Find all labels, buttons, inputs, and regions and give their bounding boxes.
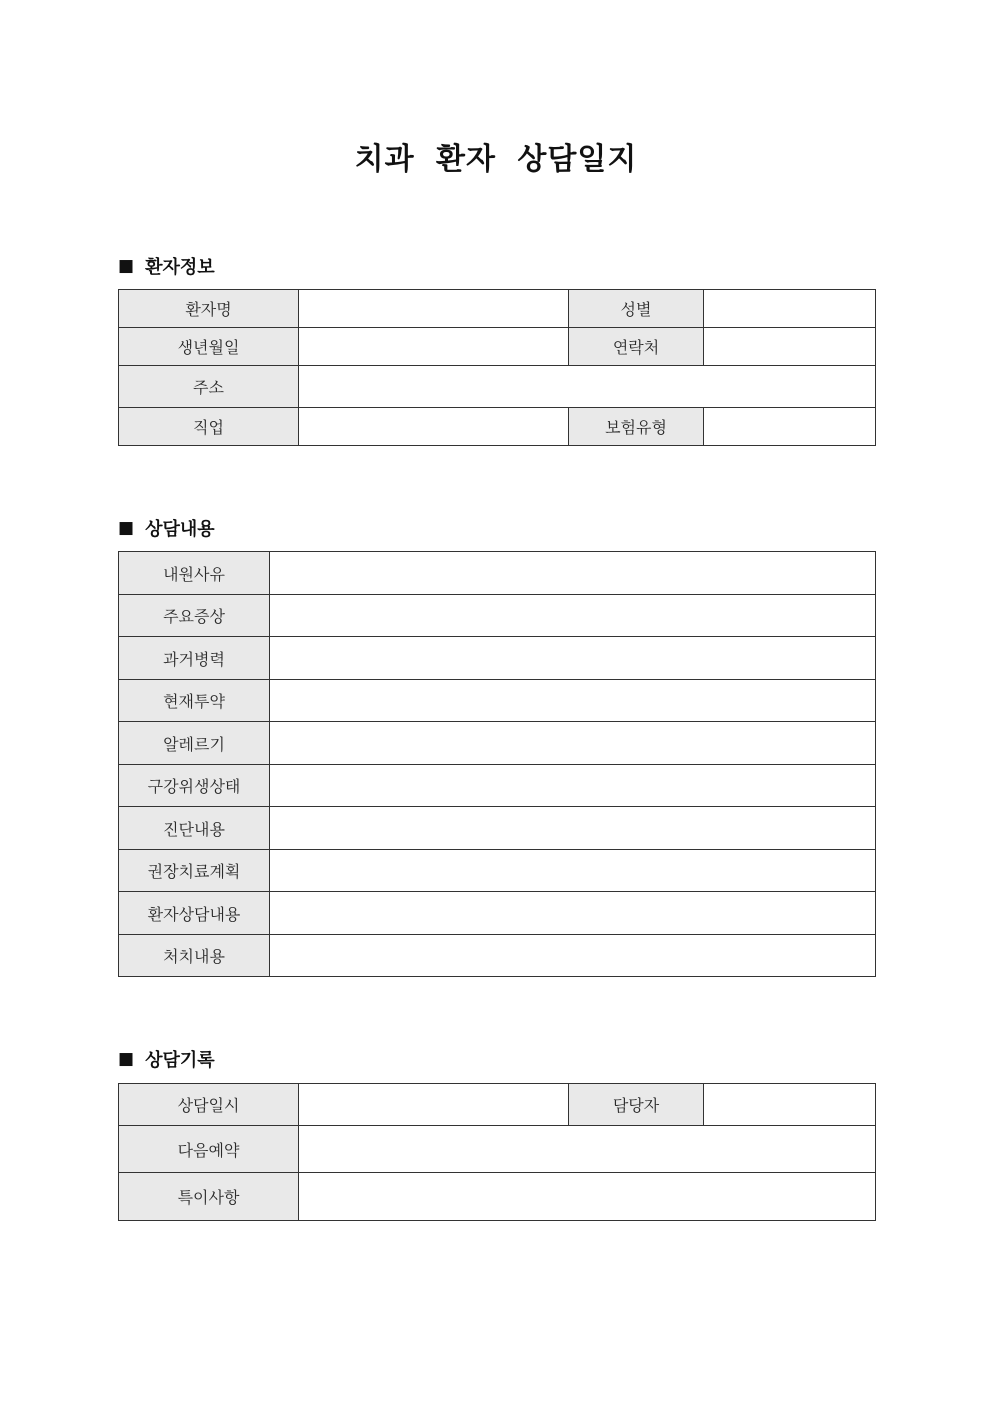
- consult-datetime-field[interactable]: [299, 1084, 569, 1126]
- address-label: 주소: [119, 366, 299, 408]
- insurance-type-field[interactable]: [704, 408, 876, 446]
- patient-consultation-label: 환자상담내용: [119, 892, 270, 935]
- treatment-plan-field[interactable]: [270, 850, 876, 892]
- section-title-patient-info: 환자정보: [145, 257, 215, 278]
- current-medication-field[interactable]: [270, 680, 876, 722]
- table-row: [119, 935, 876, 977]
- birth-date-field[interactable]: [299, 328, 569, 366]
- square-bullet-icon: ■: [118, 1049, 135, 1069]
- visit-reason-label: 내원사유: [119, 552, 270, 595]
- page-title: 치과 환자 상담일지: [354, 142, 638, 177]
- medical-history-label: 과거병력: [119, 637, 270, 680]
- oral-hygiene-field[interactable]: [270, 765, 876, 807]
- job-label: 직업: [119, 408, 299, 446]
- contact-field[interactable]: [704, 328, 876, 366]
- record-table: [118, 1083, 876, 1221]
- table-row: [119, 366, 876, 408]
- table-row: [119, 892, 876, 935]
- table-row: [119, 1173, 876, 1221]
- patient-consultation-field[interactable]: [270, 892, 876, 935]
- procedure-field[interactable]: [270, 935, 876, 977]
- diagnosis-field[interactable]: [270, 807, 876, 850]
- section-heading-patient-info: [118, 253, 215, 279]
- current-medication-label: 현재투약: [119, 680, 270, 722]
- patient-info-table: [118, 289, 876, 446]
- consult-datetime-label: 상담일시: [119, 1084, 299, 1126]
- diagnosis-label: 진단내용: [119, 807, 270, 850]
- consultation-table: [118, 551, 876, 977]
- insurance-type-label: 보험유형: [569, 408, 704, 446]
- table-row: [119, 1084, 876, 1126]
- treatment-plan-label: 권장치료계획: [119, 850, 270, 892]
- contact-label: 연락처: [569, 328, 704, 366]
- medical-history-field[interactable]: [270, 637, 876, 680]
- visit-reason-field[interactable]: [270, 552, 876, 595]
- table-row: [119, 807, 876, 850]
- oral-hygiene-label: 구강위생상태: [119, 765, 270, 807]
- table-row: [119, 328, 876, 366]
- procedure-label: 처치내용: [119, 935, 270, 977]
- section-title-record: 상담기록: [145, 1050, 215, 1071]
- next-appointment-label: 다음예약: [119, 1126, 299, 1173]
- main-symptoms-field[interactable]: [270, 595, 876, 637]
- gender-label: 성별: [569, 290, 704, 328]
- gender-field[interactable]: [704, 290, 876, 328]
- special-notes-label: 특이사항: [119, 1173, 299, 1221]
- birth-date-label: 생년월일: [119, 328, 299, 366]
- section-title-consultation: 상담내용: [145, 519, 215, 540]
- table-row: [119, 552, 876, 595]
- section-heading-consultation: [118, 515, 215, 541]
- square-bullet-icon: ■: [118, 518, 135, 538]
- special-notes-field[interactable]: [299, 1173, 876, 1221]
- main-symptoms-label: 주요증상: [119, 595, 270, 637]
- staff-label: 담당자: [569, 1084, 704, 1126]
- section-heading-record: [118, 1046, 215, 1072]
- table-row: [119, 850, 876, 892]
- table-row: [119, 637, 876, 680]
- job-field[interactable]: [299, 408, 569, 446]
- next-appointment-field[interactable]: [299, 1126, 876, 1173]
- staff-field[interactable]: [704, 1084, 876, 1126]
- square-bullet-icon: ■: [118, 256, 135, 276]
- table-row: [119, 595, 876, 637]
- address-field[interactable]: [299, 366, 876, 408]
- table-row: [119, 722, 876, 765]
- table-row: [119, 408, 876, 446]
- table-row: [119, 290, 876, 328]
- table-row: [119, 680, 876, 722]
- table-row: [119, 765, 876, 807]
- table-row: [119, 1126, 876, 1173]
- patient-name-label: 환자명: [119, 290, 299, 328]
- allergy-label: 알레르기: [119, 722, 270, 765]
- allergy-field[interactable]: [270, 722, 876, 765]
- patient-name-field[interactable]: [299, 290, 569, 328]
